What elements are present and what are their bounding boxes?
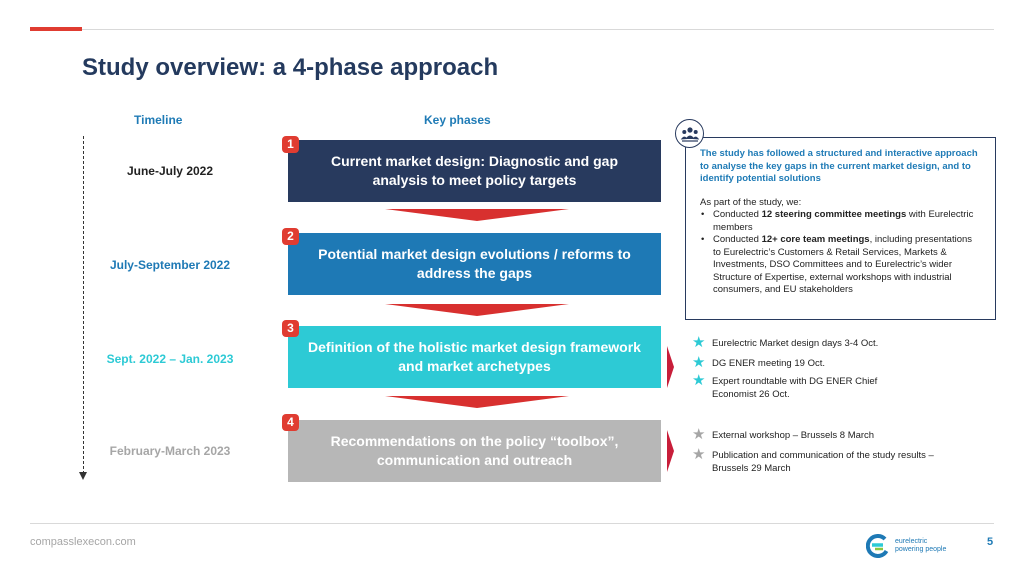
- info-intro: As part of the study, we:: [700, 196, 802, 208]
- star-icon: ★: [692, 372, 706, 389]
- timeline-header: Timeline: [134, 113, 183, 127]
- info-bullet-1: • Conducted 12 steering committee meetings with Eurelectric members: [700, 209, 981, 234]
- star-icon: ★: [692, 446, 706, 463]
- timeline-arrow-icon: [79, 472, 87, 480]
- event-item: ★ Expert roundtable with DG ENER Chief Economist 26 Oct.: [692, 372, 878, 400]
- info-bullet-2: • Conducted 12+ core team meetings, including presentations to Eurelectric’s Customers & Retail Services, Markets & Investments, DSO Committees and to Eurelectric’s wider Structure of Expertise, external workshops with industrial consumers, and EU stakeholders: [700, 234, 981, 297]
- star-icon: ★: [692, 354, 706, 371]
- page-number: 5: [987, 536, 994, 548]
- header-accent-bar: [30, 27, 82, 31]
- event-item: ★ DG ENER meeting 19 Oct.: [692, 354, 825, 371]
- timeline-label-3: Sept. 2022 – Jan. 2023: [106, 352, 234, 366]
- star-icon: ★: [692, 426, 706, 443]
- down-arrow-icon-2: [385, 304, 569, 316]
- phase-badge-1: 1: [282, 136, 299, 153]
- timeline-label-2: July-September 2022: [109, 258, 231, 272]
- timeline-label-1: June-July 2022: [126, 164, 214, 178]
- phase-text-3: Definition of the holistic market design framework and market archetypes: [308, 339, 641, 374]
- star-icon: ★: [692, 334, 706, 351]
- side-arrow-icon-4: [667, 430, 674, 472]
- phase-badge-3: 3: [282, 320, 299, 337]
- footer-url[interactable]: compasslexecon.com: [30, 536, 136, 548]
- phase-text-4: Recommendations on the policy “toolbox”, communication and outreach: [330, 433, 619, 468]
- info-bullet-list: [700, 209, 981, 297]
- footer-divider: [30, 523, 994, 524]
- header-divider: [82, 29, 994, 30]
- people-group-icon: [675, 119, 704, 148]
- timeline-axis: [83, 136, 84, 474]
- down-arrow-icon-1: [385, 209, 569, 221]
- eurelectric-logo: [866, 534, 946, 558]
- phase-box-4: [288, 420, 661, 482]
- logo-line-1: eurelectric: [895, 538, 928, 545]
- timeline-label-4: February-March 2023: [109, 444, 231, 458]
- side-arrow-icon-3: [667, 346, 674, 388]
- event-item: ★ Eurelectric Market design days 3-4 Oct.: [692, 334, 879, 351]
- logo-line-2: powering people: [895, 546, 947, 553]
- phase-badge-2: 2: [282, 228, 299, 245]
- page-title: Study overview: a 4-phase approach: [82, 54, 499, 81]
- event-item: ★ Publication and communication of the study results – Brussels 29 March: [692, 446, 934, 474]
- study-info-box: [685, 137, 996, 320]
- phase-box-3: [288, 326, 661, 388]
- phase-box-1: [288, 140, 661, 202]
- eurelectric-logo-icon: [866, 534, 890, 558]
- event-item: ★ External workshop – Brussels 8 March: [692, 426, 875, 443]
- phase-badge-4: 4: [282, 414, 299, 431]
- phase-text-2: Potential market design evolutions / reforms to address the gaps: [318, 246, 631, 281]
- key-phases-header: Key phases: [424, 113, 491, 127]
- phase-text-1: Current market design: Diagnostic and gap analysis to meet policy targets: [330, 153, 619, 188]
- info-heading: The study has followed a structured and interactive approach to analyse the key gaps in the current market design, and to identify potential solutions: [700, 148, 978, 184]
- phase-box-2: [288, 233, 661, 295]
- down-arrow-icon-3: [385, 396, 569, 408]
